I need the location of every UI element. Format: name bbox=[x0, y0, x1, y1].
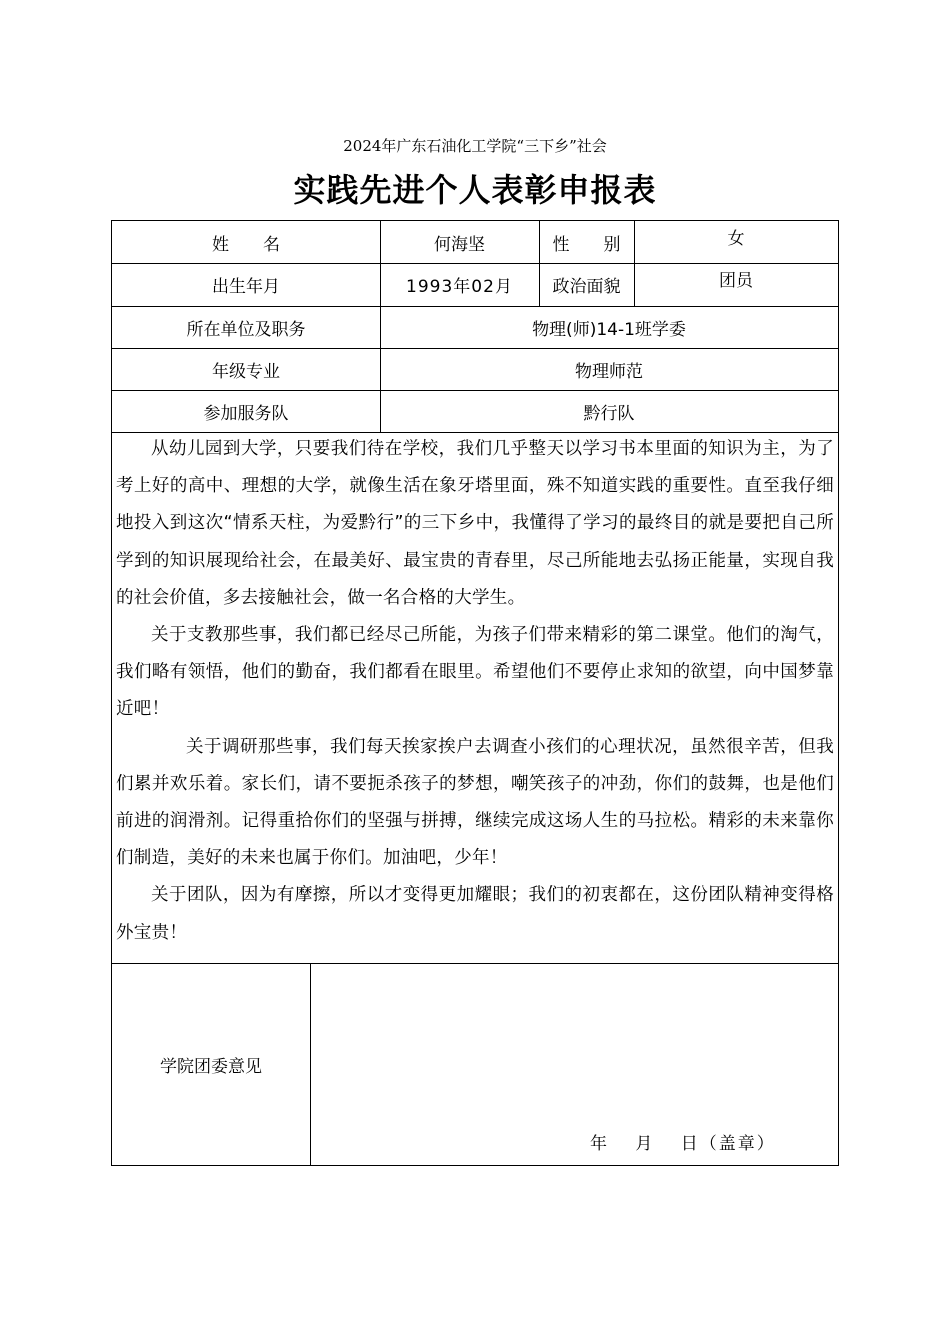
name-value: 何海坚 bbox=[434, 234, 485, 255]
form-subtitle: 2024年广东石油化工学院“三下乡”社会 bbox=[343, 137, 607, 155]
unit-position-value: 物理(师)14-1班学委 bbox=[532, 319, 686, 340]
essay-paragraph: 从幼儿园到大学，只要我们待在学校，我们几乎整天以学习书本里面的知识为主，为了考上好的高中、理想的大学，就像生活在象牙塔里面，殊不知道实践的重要性。直至我仔细地投入到这次“情系天柱，为爱黔行”的三下乡中，我懂得了学习的最终目的就是要把自己所学到的知识展现给社会，在最美好、最宝贵的青春里，尽己所能地去弘扬正能量，实现自我的社会价值，多去接触社会，做一名合格的大学生。 bbox=[116, 439, 834, 608]
essay-text bbox=[116, 431, 834, 952]
essay-paragraph: 关于团队，因为有摩擦，所以才变得更加耀眼；我们的初衷都在，这份团队精神变得格外宝贵！ bbox=[116, 885, 834, 943]
date-stamp-line: 年 月 日（盖章） bbox=[590, 1134, 776, 1154]
service-team-value: 黔行队 bbox=[583, 403, 635, 424]
league-committee-opinion-label: 学院团委意见 bbox=[160, 1056, 262, 1077]
essay-paragraph: 关于调研那些事，我们每天挨家挨户去调查小孩们的心理状况，虽然很辛苦，但我们累并欢乐着。家长们，请不要扼杀孩子的梦想，嘲笑孩子的冲劲，你们的鼓舞，也是他们前进的润滑剂。记得重拾你们的坚强与拼搏，继续完成这场人生的马拉松。精彩的未来靠你们制造，美好的未来也属于你们。加油吧，少年！ bbox=[116, 736, 834, 869]
column-divider-opinion bbox=[310, 963, 311, 1165]
gender-label: 性 别 bbox=[552, 234, 621, 255]
gender-value: 女 bbox=[727, 228, 745, 249]
birth-value: 1993年02月 bbox=[406, 277, 513, 297]
unit-position-label: 所在单位及职务 bbox=[186, 319, 306, 340]
political-status-value: 团员 bbox=[719, 270, 753, 291]
name-label: 姓 名 bbox=[212, 234, 280, 255]
grade-major-value: 物理师范 bbox=[575, 361, 643, 382]
essay-paragraph: 关于支教那些事，我们都已经尽己所能，为孩子们带来精彩的第二课堂。他们的淘气，我们略有领悟，他们的勤奋，我们都看在眼里。希望他们不要停止求知的欲望，向中国梦靠近吧！ bbox=[116, 625, 834, 720]
application-form bbox=[111, 220, 839, 1166]
political-status-label: 政治面貌 bbox=[552, 277, 621, 297]
service-team-label: 参加服务队 bbox=[203, 403, 289, 424]
form-title: 实践先进个人表彰申报表 bbox=[293, 171, 657, 209]
grade-major-label: 年级专业 bbox=[212, 361, 280, 382]
birth-label: 出生年月 bbox=[212, 277, 280, 297]
